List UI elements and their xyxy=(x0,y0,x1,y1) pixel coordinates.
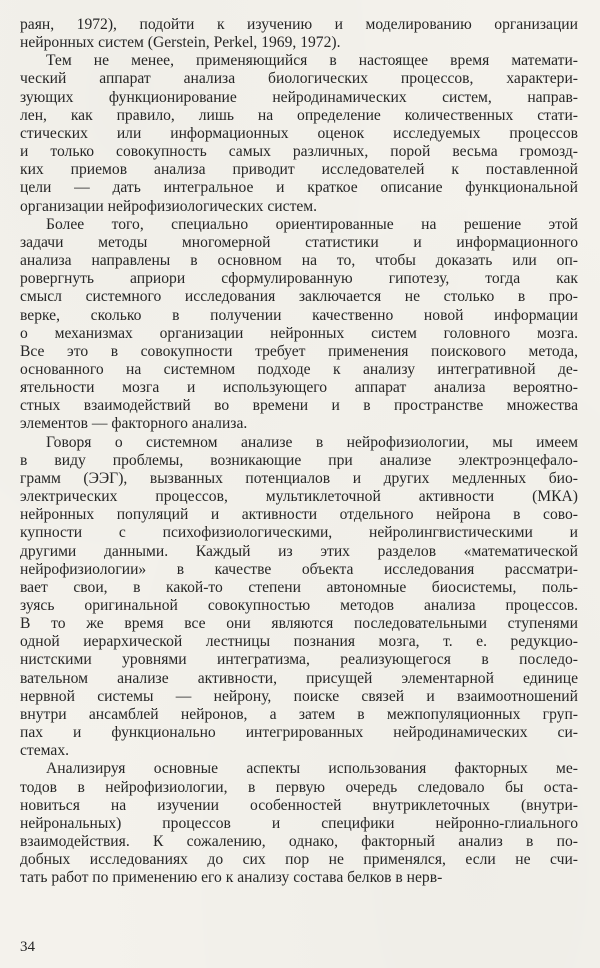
text-line: ятельности мозга и использующего аппарат анализа вероятно- xyxy=(20,379,578,397)
text-line: Анализируя основные аспекты использования факторных ме- xyxy=(46,760,578,778)
text-line: грамм (ЭЭГ), вызванных потенциалов и других медленных био- xyxy=(20,469,578,487)
page-text-body xyxy=(20,16,578,888)
text-line: в виду проблемы, возникающие при анализе электроэнцефало- xyxy=(20,451,578,469)
paragraph xyxy=(20,434,578,761)
text-line: зуясь оригинальной совокупностью методов анализа процессов. xyxy=(20,597,578,614)
text-line: нейрональных) процессов и специфики нейронно-глиального xyxy=(20,814,578,832)
text-line: ких приемов анализа приводит исследователей к поставленной xyxy=(20,161,578,179)
text-line: внутри ансамблей нейронов, а затем в межпопуляционных груп- xyxy=(20,705,578,723)
text-line: ческий аппарат анализа биологических процессов, характери- xyxy=(20,70,578,88)
text-line: В то же время все они являются последовательными ступенями xyxy=(20,615,578,633)
paragraph xyxy=(20,216,578,434)
text-line: и только совокупность самых различных, порой весьма громозд- xyxy=(20,143,578,161)
text-line: раян, 1972), подойти к изучению и моделированию организации xyxy=(20,16,578,33)
text-line: организации нейрофизиологических систем. xyxy=(20,197,318,215)
text-line: анализа направлены в основном на то, чтобы доказать или оп- xyxy=(20,252,578,270)
text-line: тать работ по применению его к анализу состава белков в нерв- xyxy=(20,869,443,887)
text-line: основанного на системном подходе к анализу интегративной де- xyxy=(20,360,578,378)
text-line: другими данными. Каждый из этих разделов «математической xyxy=(20,542,578,560)
text-line: лен, как правило, лишь на определение количественных стати- xyxy=(20,106,578,124)
text-line: нервной системы — нейрону, поиске связей и взаимоотношений xyxy=(20,687,578,705)
text-line: элементов — факторного анализа. xyxy=(20,415,248,433)
text-line: купности с психофизиологическими, нейролингвистическими и xyxy=(20,524,578,542)
paragraph xyxy=(20,52,578,215)
text-line: цели — дать интегральное и краткое описание функциональной xyxy=(20,179,578,197)
text-line: вает свои, в какой-то степени автономные биосистемы, поль- xyxy=(20,578,578,596)
paragraph xyxy=(20,16,578,52)
text-line: электрических процессов, мультиклеточной активности (МКА) xyxy=(20,488,578,506)
text-line: нистскими уровнями интегратизма, реализующегося в последо- xyxy=(20,651,578,669)
text-line: стемах. xyxy=(20,742,70,760)
text-line: пах и функционально интегрированных нейродинамических си- xyxy=(20,724,578,742)
text-line: смысл системного исследования заключается не столько в про- xyxy=(20,288,578,306)
text-line: нейронных систем (Gerstein, Perkel, 1969, 1972). xyxy=(20,34,341,52)
text-line: Более того, специально ориентированные на решение этой xyxy=(46,215,578,233)
text-line: нейрофизиологии» в качестве объекта исследования рассматри- xyxy=(20,560,578,578)
text-line: о механизмах организации нейронных систем головного мозга. xyxy=(20,324,578,342)
text-line: Говоря о системном анализе в нейрофизиологии, мы имеем xyxy=(46,433,578,451)
text-line: ровергнуть априори сформулированную гипотезу, тогда как xyxy=(20,270,578,288)
text-line: стных взаимодействий во времени и в пространстве множества xyxy=(20,397,578,415)
text-line: зующих функционирование нейродинамических систем, направ- xyxy=(20,88,578,106)
page-number: 34 xyxy=(20,939,35,955)
text-line: Все это в совокупности требует применения поискового метода, xyxy=(20,342,578,360)
text-line: задачи методы многомерной статистики и информационного xyxy=(20,233,578,251)
text-line: добных исследованиях до сих пор не применялся, если не счи- xyxy=(20,851,578,869)
text-line: взаимодействия. К сожалению, однако, факторный анализ в по- xyxy=(20,833,578,851)
text-line: одной иерархической лестницы познания мозга, т. е. редукцио- xyxy=(20,633,578,651)
text-line: нейронных популяций и активности отдельного нейрона в сово- xyxy=(20,506,578,524)
text-line: верке, сколько в получении качественно новой информации xyxy=(20,306,578,324)
text-line: Тем не менее, применяющийся в настоящее время математи- xyxy=(46,52,578,70)
text-line: тодов в нейрофизиологии, в первую очередь следовало бы оста- xyxy=(20,778,578,796)
text-line: новиться на изучении особенностей внутриклеточных (внутри- xyxy=(20,796,578,814)
paragraph xyxy=(20,760,578,887)
text-line: вательном анализе активности, присущей элементарной единице xyxy=(20,669,578,687)
text-line: стических или информационных оценок исследуемых процессов xyxy=(20,124,578,142)
